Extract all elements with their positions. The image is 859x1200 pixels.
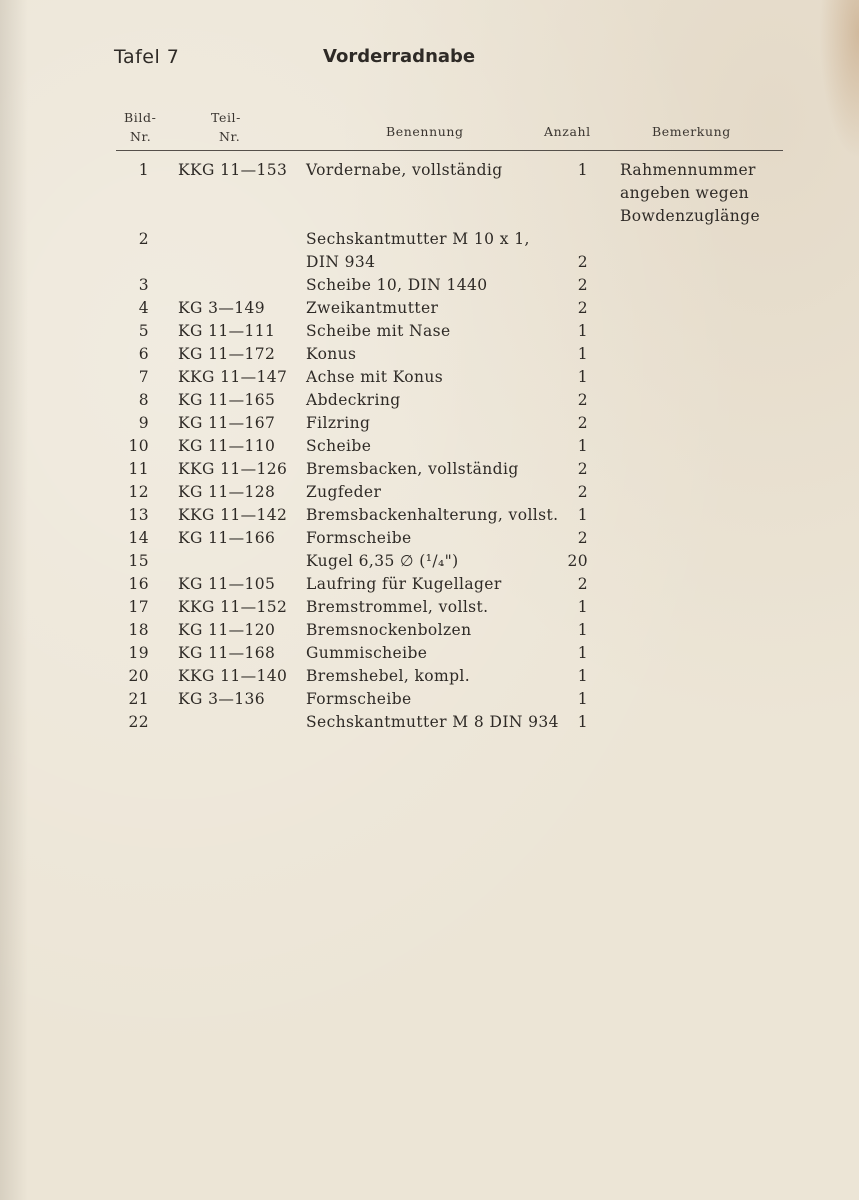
part-number: KG 11—172 <box>178 345 276 363</box>
table-row <box>0 481 859 504</box>
part-name: Formscheibe <box>306 690 412 708</box>
quantity: 2 <box>577 276 588 294</box>
part-number: KKG 11—153 <box>178 161 288 179</box>
bild-number: 22 <box>128 713 149 731</box>
table-row <box>0 688 859 711</box>
bild-number: 20 <box>128 667 149 685</box>
part-name: Filzring <box>306 414 371 432</box>
part-name: Bremshebel, kompl. <box>306 667 471 685</box>
part-name: Vordernabe, vollständig <box>306 161 503 179</box>
quantity: 1 <box>577 161 588 179</box>
table-row <box>0 366 859 389</box>
quantity: 1 <box>577 322 588 340</box>
bild-number: 17 <box>128 598 149 616</box>
parts-table <box>0 159 859 734</box>
bild-number: 19 <box>128 644 149 662</box>
part-number: KG 11—167 <box>178 414 276 432</box>
bild-number: 14 <box>128 529 149 547</box>
table-row <box>0 550 859 573</box>
bild-number: 8 <box>138 391 149 409</box>
part-name: Bremsbacken, vollständig <box>306 460 519 478</box>
bild-number: 21 <box>128 690 149 708</box>
bild-number: 13 <box>128 506 149 524</box>
remark: angeben wegen <box>620 184 750 202</box>
table-row <box>0 205 859 228</box>
column-header-anzahl: Anzahl <box>544 124 591 139</box>
part-number: KG 11—110 <box>178 437 276 455</box>
table-row <box>0 573 859 596</box>
quantity: 2 <box>577 483 588 501</box>
column-header-bild: Bild- <box>124 110 157 125</box>
part-number: KG 3—136 <box>178 690 266 708</box>
part-number: KG 11—128 <box>178 483 276 501</box>
part-name: Sechskantmutter M 10 x 1, <box>306 230 530 248</box>
part-number: KG 11—105 <box>178 575 276 593</box>
remark: Bowdenzuglänge <box>620 207 761 225</box>
quantity: 1 <box>577 506 588 524</box>
part-number: KG 3—149 <box>178 299 266 317</box>
table-row <box>0 274 859 297</box>
quantity: 2 <box>577 460 588 478</box>
quantity: 1 <box>577 713 588 731</box>
part-number: KG 11—120 <box>178 621 276 639</box>
bild-number: 6 <box>138 345 149 363</box>
quantity: 1 <box>577 437 588 455</box>
quantity: 2 <box>577 529 588 547</box>
part-name: Zweikantmutter <box>306 299 439 317</box>
part-number: KG 11—168 <box>178 644 276 662</box>
part-name: Zugfeder <box>306 483 382 501</box>
column-header-benennung: Benennung <box>386 124 464 139</box>
quantity: 2 <box>577 414 588 432</box>
bild-number: 10 <box>128 437 149 455</box>
column-header-teil-nr: Nr. <box>219 129 241 144</box>
part-name: Abdeckring <box>306 391 401 409</box>
part-name: Scheibe 10, DIN 1440 <box>306 276 488 294</box>
part-name: Achse mit Konus <box>306 368 444 386</box>
quantity: 1 <box>577 667 588 685</box>
part-number: KG 11—165 <box>178 391 276 409</box>
part-number: KKG 11—140 <box>178 667 288 685</box>
bild-number: 1 <box>138 161 149 179</box>
quantity: 2 <box>577 391 588 409</box>
bild-number: 15 <box>128 552 149 570</box>
table-row <box>0 251 859 274</box>
quantity: 1 <box>577 644 588 662</box>
quantity: 1 <box>577 621 588 639</box>
part-name: Kugel 6,35 ∅ (¹/₄") <box>306 552 459 570</box>
bild-number: 5 <box>138 322 149 340</box>
table-row <box>0 504 859 527</box>
quantity: 1 <box>577 345 588 363</box>
bild-number: 9 <box>138 414 149 432</box>
bild-number: 2 <box>138 230 149 248</box>
part-name: Bremsnockenbolzen <box>306 621 472 639</box>
part-name: Konus <box>306 345 357 363</box>
column-header-bild-nr: Nr. <box>130 129 152 144</box>
part-name: Formscheibe <box>306 529 412 547</box>
table-row <box>0 228 859 251</box>
part-number: KKG 11—152 <box>178 598 288 616</box>
header-divider <box>116 150 783 151</box>
table-row <box>0 182 859 205</box>
part-number: KKG 11—126 <box>178 460 288 478</box>
table-row <box>0 665 859 688</box>
table-row <box>0 412 859 435</box>
table-row <box>0 596 859 619</box>
quantity: 2 <box>577 253 588 271</box>
part-name: Sechskantmutter M 8 DIN 934 <box>306 713 559 731</box>
quantity: 1 <box>577 368 588 386</box>
bild-number: 18 <box>128 621 149 639</box>
part-name: Scheibe <box>306 437 372 455</box>
table-row <box>0 435 859 458</box>
quantity: 1 <box>577 598 588 616</box>
quantity: 2 <box>577 575 588 593</box>
quantity: 2 <box>577 299 588 317</box>
part-name: DIN 934 <box>306 253 376 271</box>
table-row <box>0 343 859 366</box>
remark: Rahmennummer <box>620 161 756 179</box>
table-row <box>0 297 859 320</box>
bild-number: 12 <box>128 483 149 501</box>
part-name: Scheibe mit Nase <box>306 322 451 340</box>
part-name: Bremstrommel, vollst. <box>306 598 489 616</box>
column-header-teil: Teil- <box>211 110 241 125</box>
bild-number: 7 <box>138 368 149 386</box>
bild-number: 4 <box>138 299 149 317</box>
table-row <box>0 320 859 343</box>
part-name: Laufring für Kugellager <box>306 575 502 593</box>
part-number: KG 11—111 <box>178 322 276 340</box>
part-number: KKG 11—142 <box>178 506 288 524</box>
bild-number: 16 <box>128 575 149 593</box>
part-number: KG 11—166 <box>178 529 276 547</box>
quantity: 20 <box>567 552 588 570</box>
table-row <box>0 458 859 481</box>
quantity: 1 <box>577 690 588 708</box>
plate-label: Tafel 7 <box>114 46 180 68</box>
part-name: Gummischeibe <box>306 644 428 662</box>
table-row <box>0 711 859 734</box>
table-row <box>0 642 859 665</box>
bild-number: 3 <box>138 276 149 294</box>
part-number: KKG 11—147 <box>178 368 288 386</box>
table-row <box>0 159 859 182</box>
bild-number: 11 <box>128 460 149 478</box>
page-stain-right <box>819 0 859 160</box>
table-row <box>0 527 859 550</box>
page-title: Vorderradnabe <box>323 46 476 67</box>
table-row <box>0 389 859 412</box>
part-name: Bremsbackenhalterung, vollst. <box>306 506 559 524</box>
column-header-bemerkung: Bemerkung <box>652 124 731 139</box>
table-row <box>0 619 859 642</box>
